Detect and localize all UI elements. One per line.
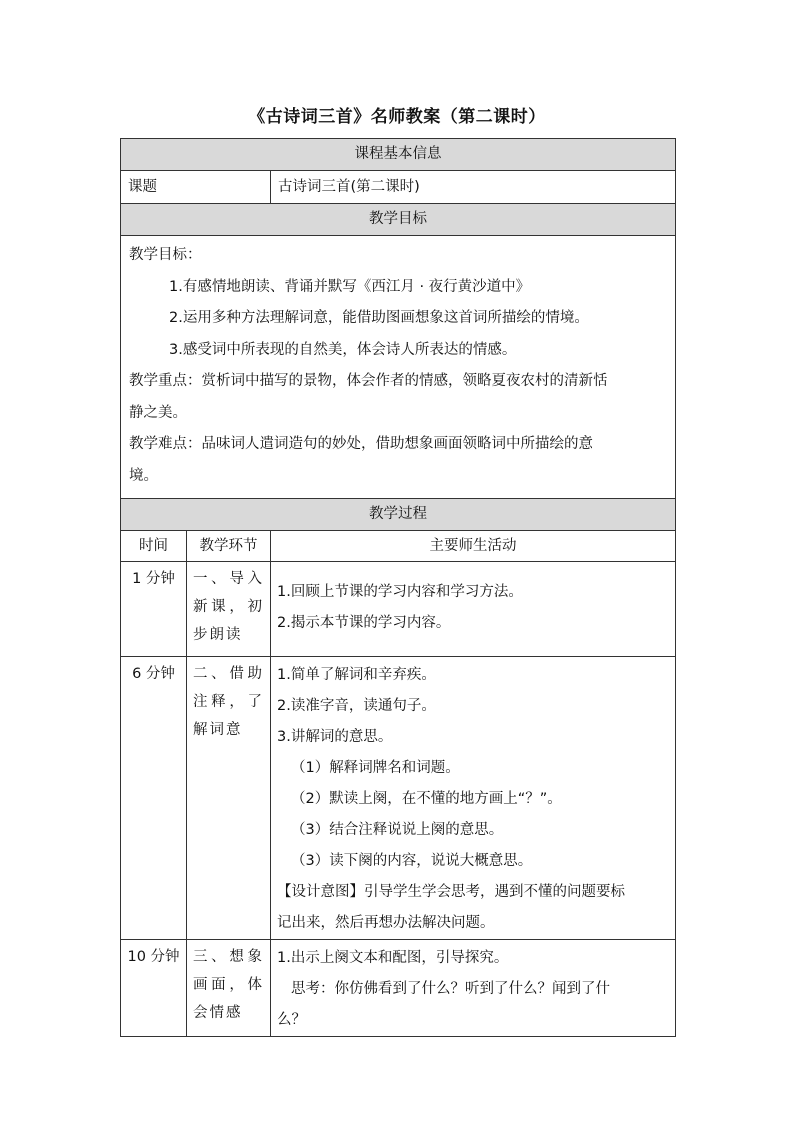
activity-line: 1.简单了解词和辛弃疾。 (277, 667, 436, 683)
design-intent-line: 【设计意图】引导学生学会思考，遇到不懂的问题要标 (277, 884, 625, 900)
page-title: 《古诗词三首》名师教案（第二课时） (248, 107, 546, 127)
key-point-line: 静之美。 (129, 404, 187, 421)
objectives-content (121, 236, 676, 499)
column-header-time: 时间 (121, 531, 187, 562)
activity-line: 思考：你仿佛看到了什么？听到了什么？闻到了什 (291, 981, 610, 997)
activity-line: 2.揭示本节课的学习内容。 (277, 615, 451, 631)
activity-line: 3.讲解词的意思。 (277, 729, 393, 745)
section-header-process: 教学过程 (121, 499, 676, 531)
row-activities (271, 562, 676, 657)
activity-line: 2.读准字音，读通句子。 (277, 698, 436, 714)
row-step: 三、想象画面，体会情感 (187, 940, 271, 1037)
activity-line: （3）读下阕的内容，说说大概意思。 (291, 853, 533, 869)
activity-line: （2）默读上阕，在不懂的地方画上“？”。 (291, 791, 562, 807)
row-step: 二、借助注释，了解词意 (187, 657, 271, 940)
lesson-plan-table (120, 138, 676, 1037)
row-activities (271, 657, 676, 940)
column-header-step: 教学环节 (187, 531, 271, 562)
difficulty-line: 教学难点：品味词人遣词造句的妙处，借助想象画面领略词中所描绘的意 (129, 436, 593, 452)
table-row (121, 657, 676, 940)
row-step: 一、导入新课，初步朗读 (187, 562, 271, 657)
table-row (121, 940, 676, 1037)
difficulty-line: 境。 (129, 467, 158, 484)
activity-line: （3）结合注释说说上阕的意思。 (291, 822, 504, 838)
section-header-objectives: 教学目标 (121, 204, 676, 236)
activity-line: 1.回顾上节课的学习内容和学习方法。 (277, 584, 523, 600)
objective-item: 3.感受词中所表现的自然美，体会诗人所表达的情感。 (169, 341, 517, 358)
objective-item: 2.运用多种方法理解词意，能借助图画想象这首词所描绘的情境。 (169, 310, 589, 326)
row-time: 6 分钟 (121, 657, 187, 940)
design-intent-line: 记出来，然后再想办法解决问题。 (277, 915, 495, 931)
row-activities (271, 940, 676, 1037)
activity-line: 1.出示上阕文本和配图，引导探究。 (277, 950, 509, 966)
key-point-line: 教学重点：赏析词中描写的景物，体会作者的情感，领略夏夜农村的清新恬 (129, 373, 608, 389)
table-row (121, 562, 676, 657)
objective-item: 1.有感情地朗读、背诵并默写《西江月 · 夜行黄沙道中》 (169, 278, 531, 295)
column-header-activities: 主要师生活动 (271, 531, 676, 562)
objectives-heading: 教学目标： (129, 247, 202, 263)
section-header-basic-info: 课程基本信息 (121, 139, 676, 171)
topic-label: 课题 (121, 171, 271, 204)
activity-line: （1）解释词牌名和词题。 (291, 760, 460, 776)
row-time: 1 分钟 (121, 562, 187, 657)
row-time: 10 分钟 (121, 940, 187, 1037)
topic-value: 古诗词三首(第二课时) (271, 171, 676, 204)
activity-line: 么？ (277, 1012, 306, 1028)
